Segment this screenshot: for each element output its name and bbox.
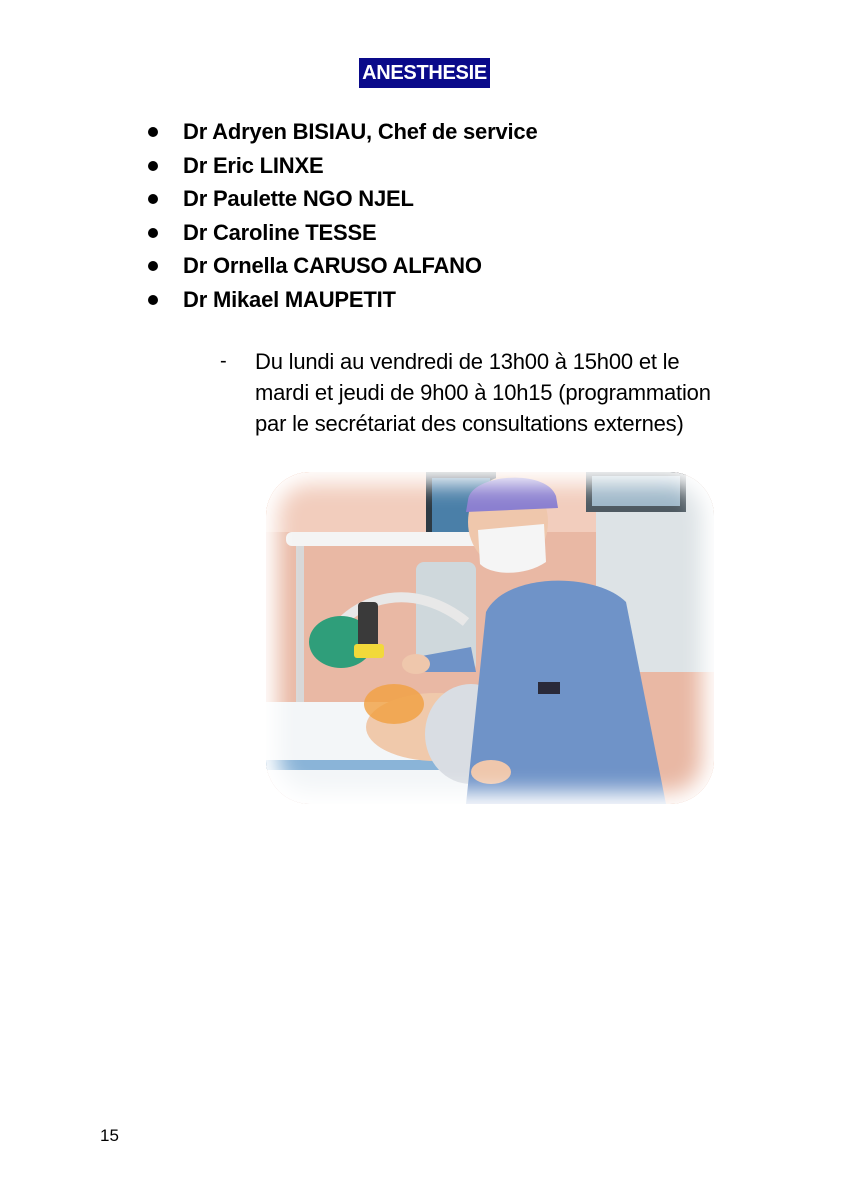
dash-marker: -	[220, 350, 227, 372]
schedule-block	[218, 346, 798, 439]
doctor-name: Dr Ornella CARUSO ALFANO	[183, 253, 482, 279]
list-item	[146, 219, 537, 253]
bullet-icon	[148, 228, 158, 238]
schedule-line: Du lundi au vendredi de 13h00 à 15h00 et le	[255, 349, 680, 374]
anesthesia-photo	[266, 472, 714, 804]
page-number: 15	[100, 1126, 119, 1145]
doctor-name: Dr Eric LINXE	[183, 152, 324, 178]
schedule-line: par le secrétariat des consultations externes)	[255, 411, 684, 436]
bullet-icon	[148, 295, 158, 305]
schedule-text	[255, 346, 798, 439]
page-title: ANESTHESIE	[359, 58, 490, 88]
doctor-name: Dr Paulette NGO NJEL	[183, 186, 414, 212]
list-item	[146, 252, 537, 286]
doctor-list	[146, 118, 537, 320]
hand	[402, 654, 430, 674]
doctor-name: Dr Mikael MAUPETIT	[183, 286, 396, 312]
schedule-line: mardi et jeudi de 9h00 à 10h15 (programmation	[255, 380, 711, 405]
bullet-icon	[148, 127, 158, 137]
list-item	[146, 118, 537, 152]
doctor-name: Dr Caroline TESSE	[183, 219, 377, 245]
bullet-icon	[148, 194, 158, 204]
anesthesia-illustration	[266, 472, 714, 804]
face-mask-icon	[478, 524, 546, 573]
list-item	[146, 185, 537, 219]
doctor-name: Dr Adryen BISIAU, Chef de service	[183, 119, 538, 144]
bullet-icon	[148, 261, 158, 271]
list-item	[146, 152, 537, 186]
list-item	[146, 286, 537, 320]
oxygen-mask	[364, 684, 424, 724]
title-container	[0, 58, 849, 88]
bullet-icon	[148, 161, 158, 171]
